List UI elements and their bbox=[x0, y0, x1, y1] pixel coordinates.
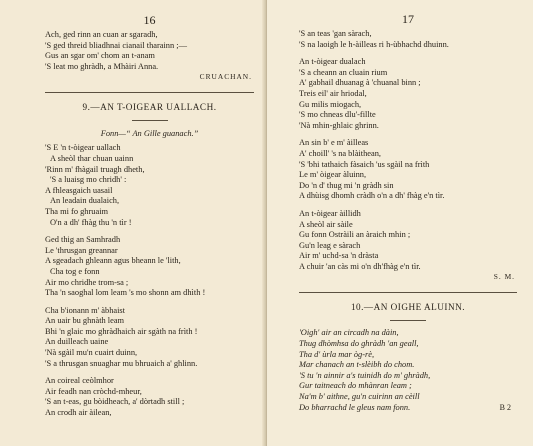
verse-line: 'Nà mhin-ghlaic ghrinn. bbox=[299, 120, 379, 130]
verse-line: Thug dhòmhsa do ghràdh 'an geall, bbox=[299, 339, 419, 349]
stanza-dualach bbox=[299, 57, 517, 131]
page-number-right: 17 bbox=[402, 12, 414, 26]
verse-line: 'S ged threid bliadhnai cianail tharainn ;— bbox=[45, 40, 187, 50]
verse-line: 'S mo chneas dlu'-fillte bbox=[299, 110, 376, 120]
verse-line: Cha tog e fonn bbox=[50, 266, 100, 276]
verse-line: Cha b'ionann m' àbhaist bbox=[45, 305, 126, 315]
verse-line: A sheòl air sàile bbox=[299, 219, 353, 229]
stanza-oighe bbox=[299, 328, 517, 413]
stanza-cont bbox=[299, 29, 517, 50]
title-underline bbox=[390, 320, 426, 321]
verse-line: A' choill' 's na blàithean, bbox=[299, 148, 381, 158]
verse-line: Gu'n leag e sàrach bbox=[299, 240, 361, 250]
verse-line: An t-òigear àillidh bbox=[299, 208, 361, 218]
verse-line: Air feadh nan cròchd-mheur, bbox=[45, 386, 142, 396]
verse-line: A sheòl thar chuan uainn bbox=[50, 153, 134, 163]
verse-line: A' gabhail dhuanag à 'chuanal binn ; bbox=[299, 78, 421, 88]
verse-line: Bhi 'n glaic mo ghràdhaich air sgàth na frìth ! bbox=[45, 326, 198, 336]
stanza-ailleas bbox=[299, 138, 517, 202]
verse-line: A dhùisg dhomh cràdh o'n a dh' fhàg e'n tìr. bbox=[299, 191, 445, 201]
tune-name: “ An Gille guanach.” bbox=[125, 129, 199, 139]
section-divider bbox=[45, 92, 254, 93]
stanza-top bbox=[45, 30, 254, 72]
stanza-aillidh bbox=[299, 209, 517, 273]
tune-prefix: Fonn— bbox=[100, 129, 126, 139]
verse-line: Gus an sgar om' chom an t-anam bbox=[45, 51, 155, 61]
verse-line: 'S leat mo ghràdh, a Mhàiri Anna. bbox=[45, 61, 159, 71]
page-number-left: 16 bbox=[143, 13, 156, 27]
verse-line: Air m' uchd-sa 'n dràsta bbox=[299, 251, 379, 261]
verse-line: 'S a cheann an cluain rium bbox=[299, 67, 388, 77]
verse-line: 'S na laoigh le h-àilleas ri h-ùbhachd dhuinn. bbox=[299, 39, 449, 49]
verse-line: Tha mi fo ghruaim bbox=[45, 206, 109, 216]
verse-line: A sgeadach ghleann agus bheann le 'lith, bbox=[45, 256, 181, 266]
signature-mark: B 2 bbox=[499, 403, 511, 412]
verse-line: Le m' òigear àluinn, bbox=[299, 170, 367, 180]
verse-line: 'S a luaisg mo chridh' : bbox=[50, 175, 127, 185]
verse-line: Air mo chridhe trom-sa ; bbox=[45, 277, 129, 287]
verse-line: Tha d' ùrla mar òg-rè, bbox=[299, 349, 375, 359]
verse-line: Mar chanach an t-slèibh do chom. bbox=[299, 360, 415, 370]
verse-line: Ged thig an Samhradh bbox=[45, 235, 121, 245]
verse-line: Na'm b' aithne, gu'n cuirinn an cèill bbox=[299, 392, 420, 402]
right-page bbox=[267, 0, 533, 446]
stanza-3 bbox=[45, 306, 254, 370]
section-divider bbox=[299, 292, 517, 293]
verse-line: An sin b' e m' àilleas bbox=[299, 138, 369, 148]
verse-line: 'S a thrusgan snuaghar mu bhruaich a' ghlinn. bbox=[45, 358, 198, 368]
verse-line: Tha 'n saoghal lom leam 's mo shonn am dhìth ! bbox=[45, 288, 206, 298]
left-page bbox=[0, 0, 266, 446]
signature-sm: S. M. bbox=[493, 272, 515, 282]
verse-line: Do 'n d' thug mi 'n gràdh sin bbox=[299, 180, 394, 190]
stanza-4 bbox=[45, 376, 254, 418]
verse-line: 'Nà sgàil mu'n cuairt duinn, bbox=[45, 348, 138, 358]
stanza-2 bbox=[45, 235, 254, 299]
tune-line bbox=[45, 128, 254, 140]
verse-line: An leadain dualaich, bbox=[50, 196, 120, 206]
verse-line: 'Rinn m' fhàgail truagh dheth, bbox=[45, 164, 145, 174]
verse-line: Ach, ged rinn an cuan ar sgaradh, bbox=[45, 30, 158, 39]
verse-line: Le 'thrusgan greannar bbox=[45, 245, 118, 255]
verse-line: 'S an t-eas, gu bòidheach, a' dòrtadh still ; bbox=[45, 397, 185, 407]
verse-line: 'Oigh' air an circadh na dàin, bbox=[299, 328, 399, 338]
verse-line: A chuir 'an càs mi o'n dh'fhàg e'n tìr. bbox=[299, 261, 421, 271]
verse-line: 'S tu 'n ainnir a's tuinidh do m' ghràdh, bbox=[299, 370, 431, 380]
verse-line: O'n a dh' fhàg thu 'n tìr ! bbox=[50, 217, 132, 227]
song-title-9: 9.—AN T-OIGEAR UALLACH. bbox=[82, 102, 217, 113]
song-title-10: 10.—AN OIGHE ALUINN. bbox=[350, 302, 466, 313]
verse-line: An coireal ceòlmhor bbox=[45, 376, 114, 386]
verse-line: Gu milis miogach, bbox=[299, 99, 362, 109]
verse-line: An t-òigear dualach bbox=[299, 57, 366, 67]
signature-cruachan: CRUACHAN. bbox=[199, 72, 252, 82]
title-underline bbox=[132, 120, 168, 121]
verse-line: 'S E 'n t-òigear uallach bbox=[45, 143, 121, 153]
verse-line: An uair bu ghnàth leam bbox=[45, 316, 125, 326]
verse-line: An duilleach uaine bbox=[45, 337, 109, 347]
verse-line: Treis eil' air hriodal, bbox=[299, 88, 367, 98]
stanza-1 bbox=[45, 143, 254, 228]
verse-line: Gu fonn Ostràili an àraich mhin ; bbox=[299, 230, 411, 240]
verse-line: An crodh air àilean, bbox=[45, 408, 112, 418]
verse-line: Do bharrachd le gleus nam fonn. bbox=[299, 402, 411, 412]
verse-line: 'S an teas 'gan sàrach, bbox=[299, 29, 372, 38]
verse-line: Gur taitneach do mhànran leam ; bbox=[299, 381, 412, 391]
verse-line: 'S 'bhi tathaich fàsaich 'us sgàil na frìth bbox=[299, 159, 430, 169]
verse-line: A fhleasgaich uasail bbox=[45, 185, 113, 195]
